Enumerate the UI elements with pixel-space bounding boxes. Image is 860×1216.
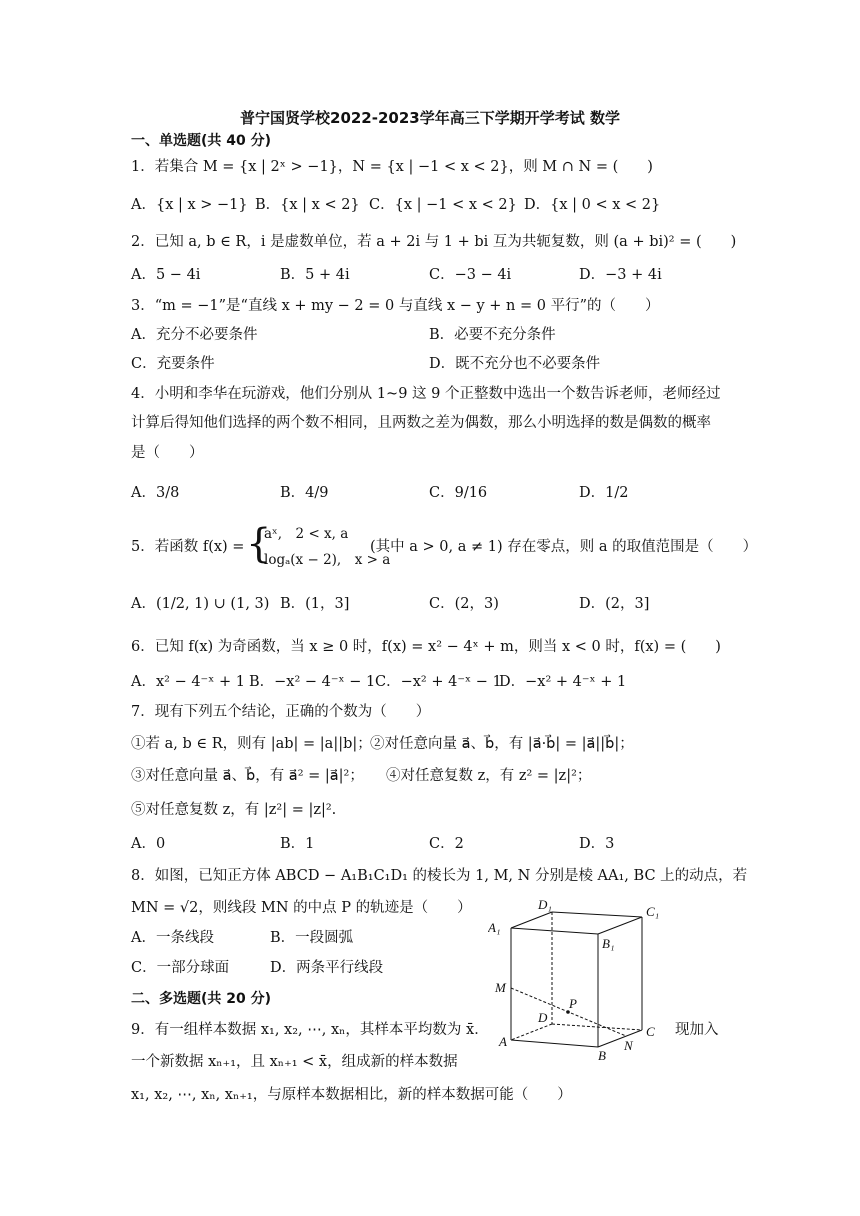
- q6-option-b: B．−x² − 4⁻ˣ − 1: [249, 674, 376, 690]
- q2-stem: 2．已知 a, b ∈ R，i 是虚数单位，若 a + 2i 与 1 + bi 互为共轭复数，则 (a + bi)² = ( ): [131, 234, 737, 250]
- q4-line-2: 计算后得知他们选择的两个数不相同，且两数之差为偶数，那么小明选择的数是偶数的概率: [131, 415, 711, 431]
- q6-option-a: A．x² − 4⁻ˣ + 1: [131, 674, 245, 690]
- label-d1: D₁: [538, 900, 552, 912]
- q9-line-1: 9．有一组样本数据 x₁, x₂, ⋯, xₙ，其样本平均数为 x̄．: [131, 1022, 489, 1038]
- label-b: B: [598, 1048, 606, 1063]
- q8-line-2: MN = √2，则线段 MN 的中点 P 的轨迹是（ ）: [131, 900, 472, 916]
- q5-option-a: A．(1/2, 1) ∪ (1, 3): [131, 596, 270, 612]
- label-d: D: [538, 1010, 548, 1025]
- q9-line-2: 一个新数据 xₙ₊₁，且 xₙ₊₁ < x̄，组成新的样本数据: [131, 1054, 458, 1070]
- q5-option-b: B．(1，3]: [280, 596, 350, 612]
- label-p: P: [569, 996, 577, 1011]
- edge-c-b: [598, 1030, 642, 1047]
- q5-option-c: C．(2，3): [429, 596, 499, 612]
- label-c1: C₁: [646, 904, 660, 919]
- q3-stem: 3．“m = −1”是“直线 x + my − 2 = 0 与直线 x − y + n = 0 平行”的（ ）: [131, 298, 660, 314]
- q9-line-3: x₁, x₂, ⋯, xₙ, xₙ₊₁，与原样本数据相比，新的样本数据可能（ ）: [131, 1087, 572, 1103]
- q7-option-d: D．3: [579, 836, 615, 852]
- q7-statement-1: ①若 a, b ∈ R，则有 |ab| = |a||b|；: [131, 736, 372, 752]
- q7-statement-2: ②对任意向量 a⃗、b⃗，有 |a⃗·b⃗| = |a⃗||b⃗|；: [370, 736, 634, 752]
- q6-option-c: C．−x² + 4⁻ˣ − 1: [375, 674, 502, 690]
- q3-option-b: B．必要不充分条件: [429, 327, 556, 343]
- q7-option-a: A．0: [131, 836, 166, 852]
- q7-option-c: C．2: [429, 836, 464, 852]
- q7-statement-4: ④对任意复数 z，有 z² = |z|²；: [386, 768, 592, 784]
- cube-figure: [488, 900, 688, 1070]
- q5-brace: {: [246, 521, 272, 567]
- section-heading-multi-choice: 二、多选题(共 20 分): [131, 991, 272, 1007]
- q7-option-b: B．1: [280, 836, 315, 852]
- q5-suffix: (其中 a > 0, a ≠ 1) 存在零点，则 a 的取值范围是（ ）: [370, 539, 758, 555]
- q5-case-2: logₐ(x − 2), x > a: [264, 552, 391, 568]
- q5-option-d: D．(2，3]: [579, 596, 650, 612]
- label-a: A: [499, 1034, 507, 1049]
- q1-option-a: A．{x | x > −1}: [131, 197, 248, 213]
- q5-prefix: 5．若函数 f(x) =: [131, 539, 245, 555]
- edge-c1-b1: [598, 917, 642, 934]
- q2-option-b: B．5 + 4i: [280, 267, 350, 283]
- edge-a1-d1: [511, 912, 552, 928]
- label-n: N: [624, 1038, 633, 1053]
- q4-option-c: C．9/16: [429, 485, 488, 501]
- q1-stem: 1．若集合 M = {x | 2ˣ > −1}，N = {x | −1 < x < 2}，则 M ∩ N = ( ): [131, 159, 653, 175]
- q5-case-1: aˣ, 2 < x, a: [264, 526, 349, 542]
- section-heading-single-choice: 一、单选题(共 40 分): [131, 133, 272, 149]
- edge-b1-a1: [511, 928, 598, 934]
- edge-a-b: [511, 1040, 598, 1047]
- edge-d-a-hidden: [511, 1024, 552, 1040]
- q6-stem: 6．已知 f(x) 为奇函数，当 x ≥ 0 时，f(x) = x² − 4ˣ + m，则当 x < 0 时，f(x) = ( ): [131, 639, 721, 655]
- label-b1: B₁: [602, 936, 615, 951]
- edge-d1-c1: [552, 912, 642, 917]
- q4-option-b: B．4/9: [280, 485, 329, 501]
- page-title: 普宁国贤学校2022-2023学年高三下学期开学考试 数学: [240, 109, 620, 127]
- q1-option-c: C．{x | −1 < x < 2}: [369, 197, 517, 213]
- q8-line-1: 8．如图，已知正方体 ABCD − A₁B₁C₁D₁ 的棱长为 1, M, N 分别是棱 AA₁, BC 上的动点，若: [131, 868, 748, 884]
- q4-line-1: 4．小明和李华在玩游戏，他们分别从 1~9 这 9 个正整数中选出一个数告诉老师，老师经过: [131, 386, 721, 402]
- label-c: C: [646, 1024, 655, 1039]
- q8-option-c: C．一部分球面: [131, 960, 230, 976]
- q2-option-a: A．5 − 4i: [131, 267, 201, 283]
- q4-option-a: A．3/8: [131, 485, 180, 501]
- q4-option-d: D．1/2: [579, 485, 629, 501]
- q7-statement-3: ③对任意向量 a⃗、b⃗，有 a⃗² = |a⃗|²；: [131, 768, 364, 784]
- q3-option-a: A．充分不必要条件: [131, 327, 258, 343]
- q1-option-d: D．{x | 0 < x < 2}: [524, 197, 661, 213]
- q3-option-c: C．充要条件: [131, 356, 215, 372]
- q3-option-d: D．既不充分也不必要条件: [429, 356, 601, 372]
- q8-option-d: D．两条平行线段: [270, 960, 384, 976]
- q7-statement-5: ⑤对任意复数 z，有 |z²| = |z|².: [131, 802, 337, 818]
- q6-option-d: D．−x² + 4⁻ˣ + 1: [499, 674, 627, 690]
- label-m: M: [495, 980, 506, 995]
- q8-option-b: B．一段圆弧: [270, 930, 354, 946]
- q2-option-d: D．−3 + 4i: [579, 267, 662, 283]
- edge-d-c-hidden: [552, 1024, 642, 1030]
- q7-stem: 7．现有下列五个结论，正确的个数为（ ）: [131, 704, 431, 720]
- q9-line-1-tail: 现加入: [675, 1022, 719, 1038]
- q8-option-a: A．一条线段: [131, 930, 214, 946]
- label-a1: A₁: [488, 920, 501, 935]
- q4-line-3: 是（ ）: [131, 445, 204, 461]
- q2-option-c: C．−3 − 4i: [429, 267, 512, 283]
- q1-option-b: B．{x | x < 2}: [255, 197, 360, 213]
